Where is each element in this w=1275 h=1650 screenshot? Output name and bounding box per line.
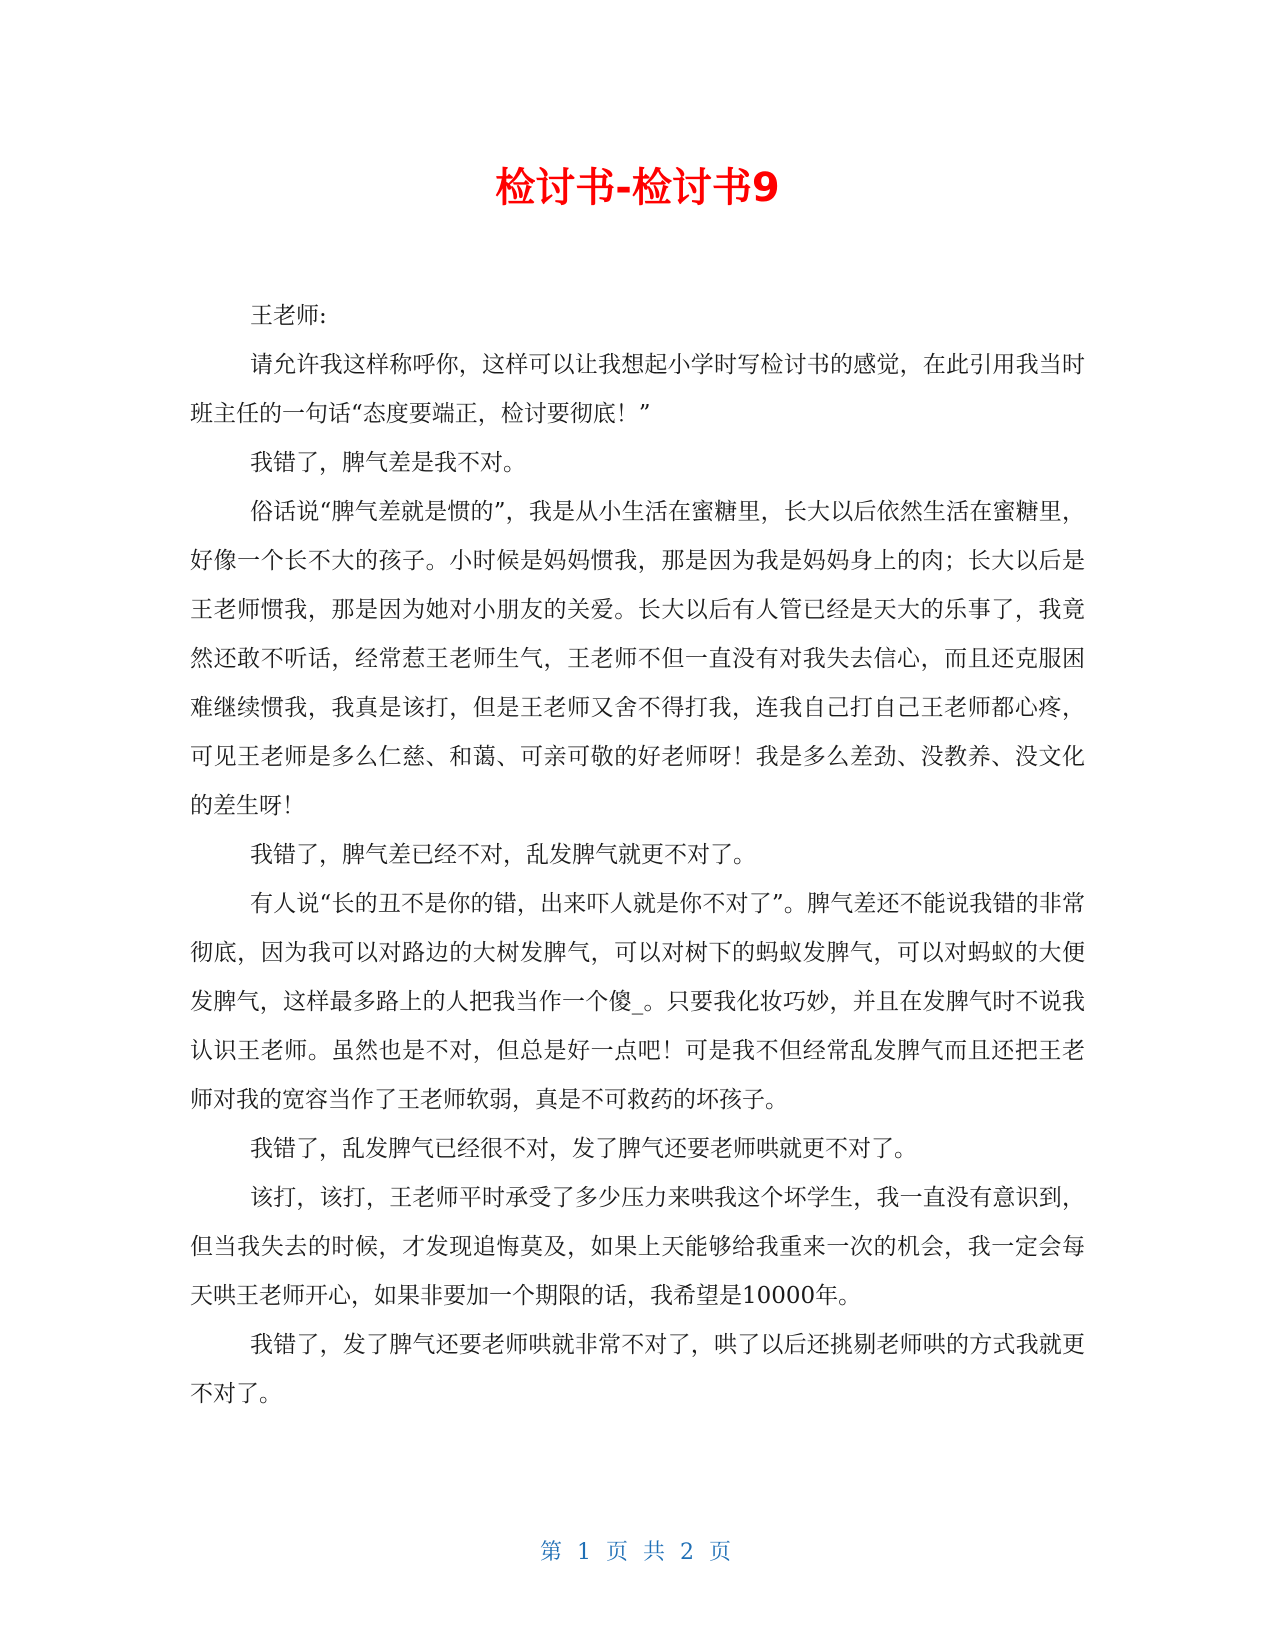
paragraph: 我错了，脾气差是我不对。 xyxy=(250,450,526,476)
paragraph: 该打，该打，王老师平时承受了多少压力来哄我这个坏学生，我一直没有意识到，但当我失去的时候，才发现追悔莫及，如果上天能够给我重来一次的机会，我一定会每天哄王老师开心，如果非要加一个期限的话，我希望是10000年。 xyxy=(190,1185,1085,1309)
paragraph: 我错了，脾气差已经不对，乱发脾气就更不对了。 xyxy=(250,842,756,868)
paragraph: 请允许我这样称呼你，这样可以让我想起小学时写检讨书的感觉，在此引用我当时班主任的一句话“态度要端正，检讨要彻底！” xyxy=(190,352,1085,427)
salutation: 王老师: xyxy=(250,303,327,329)
document-title: 检讨书-检讨书9 xyxy=(495,165,780,211)
document-body xyxy=(190,292,1085,1419)
paragraph: 俗话说“脾气差就是惯的”，我是从小生活在蜜糖里，长大以后依然生活在蜜糖里，好像一个长不大的孩子。小时候是妈妈惯我，那是因为我是妈妈身上的肉；长大以后是王老师惯我，那是因为她对小朋友的关爱。长大以后有人管已经是天大的乐事了，我竟然还敢不听话，经常惹王老师生气，王老师不但一直没有对我失去信心，而且还克服困难继续惯我，我真是该打，但是王老师又舍不得打我，连我自己打自己王老师都心疼，可见王老师是多么仁慈、和蔼、可亲可敬的好老师呀！我是多么差劲、没教养、没文化的差生呀！ xyxy=(190,499,1085,819)
page-indicator: 第 1 页 共 2 页 xyxy=(540,1540,735,1565)
paragraph: 有人说“长的丑不是你的错，出来吓人就是你不对了”。脾气差还不能说我错的非常彻底，因为我可以对路边的大树发脾气，可以对树下的蚂蚁发脾气，可以对蚂蚁的大便发脾气，这样最多路上的人把我当作一个傻_。只要我化妆巧妙，并且在发脾气时不说我认识王老师。虽然也是不对，但总是好一点吧！可是我不但经常乱发脾气而且还把王老师对我的宽容当作了王老师软弱，真是不可救药的坏孩子。 xyxy=(190,891,1085,1113)
paragraph: 我错了，发了脾气还要老师哄就非常不对了，哄了以后还挑剔老师哄的方式我就更不对了。 xyxy=(190,1332,1085,1407)
paragraph: 我错了，乱发脾气已经很不对，发了脾气还要老师哄就更不对了。 xyxy=(250,1136,917,1162)
